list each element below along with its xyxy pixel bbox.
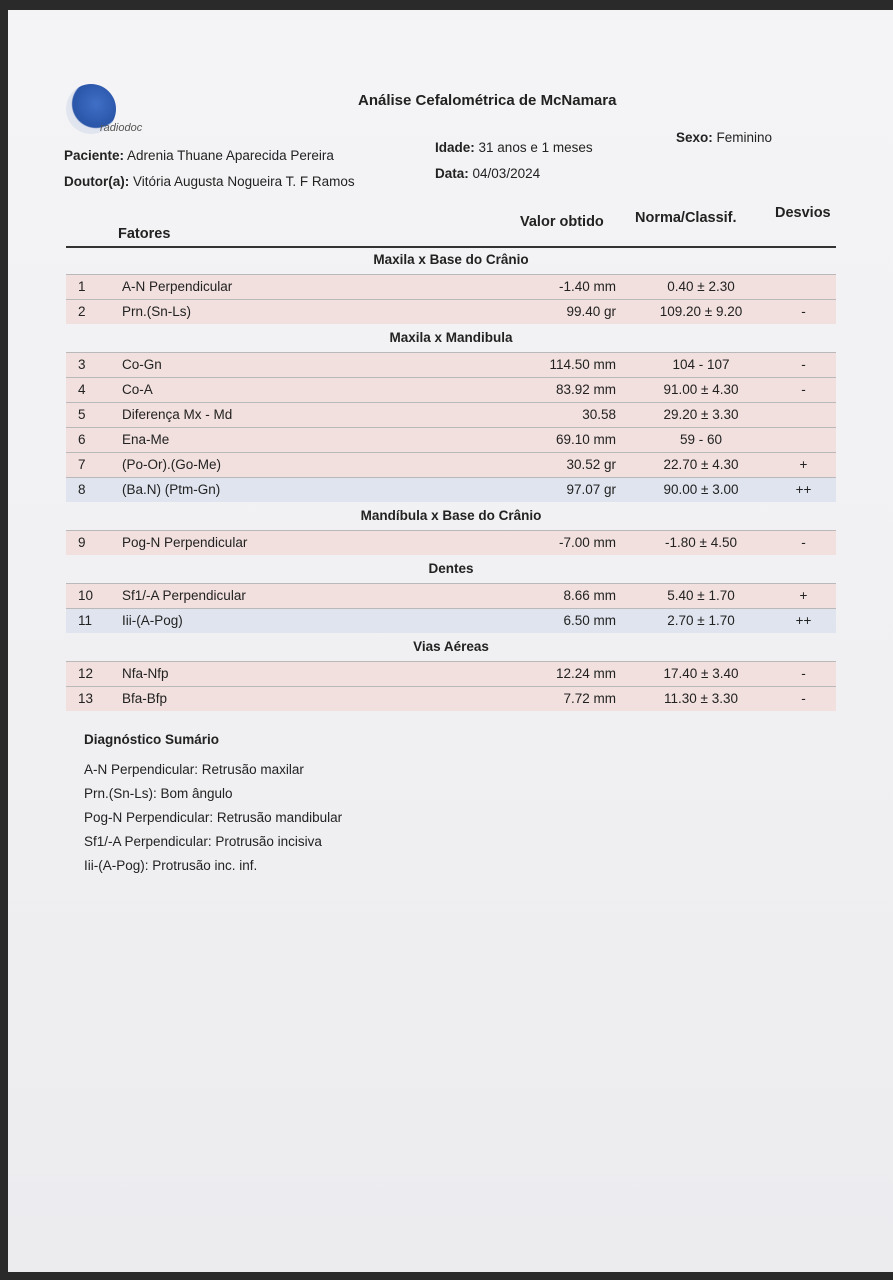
row-value: 97.07 gr bbox=[566, 482, 616, 497]
sex-field bbox=[676, 130, 772, 145]
row-deviation: - bbox=[801, 666, 806, 681]
row-factor: (Po-Or).(Go-Me) bbox=[122, 457, 221, 472]
age-label: Idade: bbox=[435, 140, 475, 155]
row-value: 114.50 mm bbox=[549, 357, 616, 372]
row-number: 13 bbox=[78, 691, 94, 706]
section-title: Mandíbula x Base do Crânio bbox=[360, 508, 542, 523]
row-factor: Nfa-Nfp bbox=[122, 666, 169, 681]
table-row bbox=[66, 686, 836, 711]
row-number: 12 bbox=[78, 666, 94, 681]
table-row bbox=[66, 452, 836, 477]
patient-name: Adrenia Thuane Aparecida Pereira bbox=[127, 148, 334, 163]
row-number: 8 bbox=[78, 482, 86, 497]
section-title: Dentes bbox=[428, 561, 474, 576]
doctor-name: Vitória Augusta Nogueira T. F Ramos bbox=[133, 174, 355, 189]
table-row bbox=[66, 583, 836, 608]
row-value: -7.00 mm bbox=[558, 535, 616, 550]
sex-value: Feminino bbox=[716, 130, 773, 145]
date-label: Data: bbox=[435, 166, 469, 181]
table-row bbox=[66, 661, 836, 686]
row-deviation: + bbox=[799, 457, 808, 472]
row-deviation: - bbox=[801, 691, 806, 706]
row-factor: Prn.(Sn-Ls) bbox=[122, 304, 192, 319]
section-title: Vias Aéreas bbox=[413, 639, 489, 654]
row-deviation: - bbox=[801, 357, 806, 372]
row-number: 7 bbox=[78, 457, 86, 472]
diagnostico-item: Prn.(Sn-Ls): Bom ângulo bbox=[84, 786, 233, 801]
row-norm: 5.40 ± 1.70 bbox=[667, 588, 735, 603]
row-number: 3 bbox=[78, 357, 86, 372]
row-factor: Sf1/-A Perpendicular bbox=[122, 588, 246, 603]
diagnostico-title: Diagnóstico Sumário bbox=[84, 732, 220, 747]
row-factor: (Ba.N) (Ptm-Gn) bbox=[122, 482, 221, 497]
row-number: 9 bbox=[78, 535, 86, 550]
diagnostico-item: Pog-N Perpendicular: Retrusão mandibular bbox=[84, 810, 343, 825]
row-value: 7.72 mm bbox=[563, 691, 616, 706]
row-value: 83.92 mm bbox=[555, 382, 616, 397]
radiodoc-logo bbox=[66, 84, 156, 148]
table-row bbox=[66, 477, 836, 502]
row-value: 30.52 gr bbox=[566, 457, 616, 472]
header-valor: Valor obtido bbox=[520, 214, 604, 230]
table-row bbox=[66, 608, 836, 633]
row-norm: 104 - 107 bbox=[672, 357, 730, 372]
sex-label: Sexo: bbox=[676, 130, 713, 145]
row-value: -1.40 mm bbox=[558, 279, 616, 294]
doctor-field bbox=[64, 174, 355, 189]
row-factor: Iii-(A-Pog) bbox=[122, 613, 183, 628]
table-row bbox=[66, 427, 836, 452]
row-value: 99.40 gr bbox=[566, 304, 616, 319]
row-norm: 59 - 60 bbox=[679, 432, 723, 447]
doctor-label: Doutor(a): bbox=[64, 174, 130, 189]
row-factor: Ena-Me bbox=[122, 432, 170, 447]
row-deviation: - bbox=[801, 304, 806, 319]
row-norm: 91.00 ± 4.30 bbox=[663, 382, 739, 397]
row-factor: Bfa-Bfp bbox=[122, 691, 168, 706]
row-norm: 109.20 ± 9.20 bbox=[659, 304, 743, 319]
row-factor: Co-A bbox=[122, 382, 153, 397]
row-norm: -1.80 ± 4.50 bbox=[665, 535, 737, 550]
date-field bbox=[435, 166, 540, 181]
date-value: 04/03/2024 bbox=[472, 166, 541, 181]
row-deviation: - bbox=[801, 535, 806, 550]
row-norm: 2.70 ± 1.70 bbox=[667, 613, 735, 628]
row-deviation: ++ bbox=[795, 613, 812, 628]
table-row bbox=[66, 377, 836, 402]
row-number: 4 bbox=[78, 382, 86, 397]
row-factor: A-N Perpendicular bbox=[122, 279, 233, 294]
row-number: 1 bbox=[78, 279, 86, 294]
report-page bbox=[8, 10, 893, 1272]
section-title: Maxila x Base do Crânio bbox=[373, 252, 529, 267]
table-row bbox=[66, 530, 836, 555]
row-deviation: + bbox=[799, 588, 808, 603]
row-norm: 22.70 ± 4.30 bbox=[663, 457, 739, 472]
row-factor: Pog-N Perpendicular bbox=[122, 535, 248, 550]
row-factor: Diferença Mx - Md bbox=[122, 407, 233, 422]
table-row bbox=[66, 274, 836, 299]
row-factor: Co-Gn bbox=[122, 357, 162, 372]
diagnostico-item: Sf1/-A Perpendicular: Protrusão incisiva bbox=[84, 834, 322, 849]
row-norm: 29.20 ± 3.30 bbox=[663, 407, 739, 422]
row-norm: 0.40 ± 2.30 bbox=[667, 279, 735, 294]
report-title: Análise Cefalométrica de McNamara bbox=[358, 92, 617, 109]
logo-text: radiodoc bbox=[100, 122, 143, 134]
diagnostico-item: A-N Perpendicular: Retrusão maxilar bbox=[84, 762, 304, 777]
row-deviation: - bbox=[801, 382, 806, 397]
age-field bbox=[435, 140, 593, 155]
header-desvios: Desvios bbox=[775, 205, 831, 221]
row-deviation: ++ bbox=[795, 482, 812, 497]
age-value: 31 anos e 1 meses bbox=[478, 140, 593, 155]
row-value: 6.50 mm bbox=[563, 613, 616, 628]
row-norm: 17.40 ± 3.40 bbox=[663, 666, 739, 681]
row-value: 69.10 mm bbox=[555, 432, 616, 447]
row-value: 12.24 mm bbox=[555, 666, 616, 681]
row-number: 5 bbox=[78, 407, 86, 422]
patient-label: Paciente: bbox=[64, 148, 125, 163]
row-value: 8.66 mm bbox=[563, 588, 616, 603]
row-norm: 11.30 ± 3.30 bbox=[664, 691, 738, 706]
table-row bbox=[66, 299, 836, 324]
table-row bbox=[66, 352, 836, 377]
row-value: 30.58 bbox=[582, 407, 616, 422]
row-number: 10 bbox=[78, 588, 94, 603]
header-fatores: Fatores bbox=[118, 226, 171, 242]
row-number: 6 bbox=[78, 432, 86, 447]
header-norma: Norma/Classif. bbox=[635, 210, 737, 226]
row-number: 2 bbox=[78, 304, 86, 319]
table-row bbox=[66, 402, 836, 427]
patient-field bbox=[64, 148, 334, 163]
diagnostico-item: Iii-(A-Pog): Protrusão inc. inf. bbox=[84, 858, 258, 873]
row-number: 11 bbox=[78, 613, 93, 628]
row-norm: 90.00 ± 3.00 bbox=[663, 482, 739, 497]
section-title: Maxila x Mandibula bbox=[389, 330, 513, 345]
